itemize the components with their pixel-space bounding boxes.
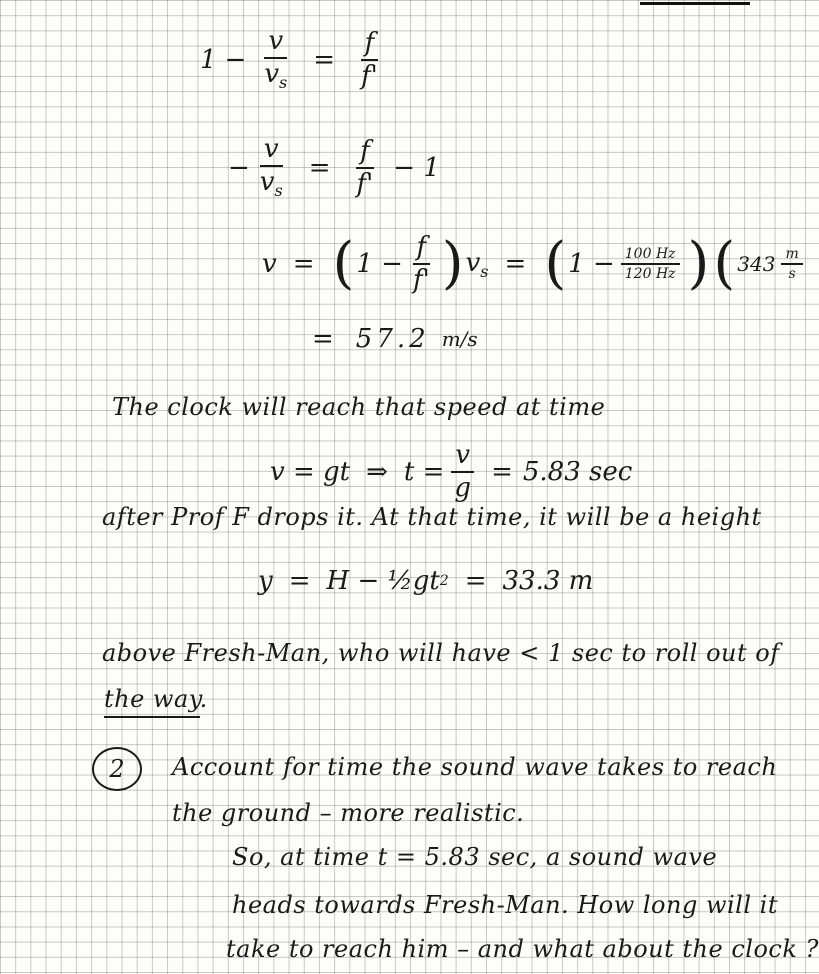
text-line-5: Account for time the sound wave takes to reach <box>172 753 778 781</box>
eq3-one-minus-2: 1 − <box>568 249 615 280</box>
eq2-lhs-fraction <box>256 136 287 200</box>
equation-2 <box>228 136 440 200</box>
eq3-hz-fraction <box>621 247 680 282</box>
eq3-open-paren: ( <box>332 231 355 297</box>
eq6-value: 33.3 m <box>502 566 594 596</box>
eq5-numerator: v <box>451 442 474 473</box>
equation-6 <box>258 566 593 596</box>
eq1-minus: − <box>224 45 247 76</box>
eq1-lhs-fraction <box>260 28 291 92</box>
eq1-lhs-denominator <box>260 59 291 92</box>
text-line-7: So, at time t = 5.83 sec, a sound wave <box>232 843 718 871</box>
eq1-den-sub: s <box>279 73 288 93</box>
equation-1 <box>200 28 388 92</box>
text-line-2: after Prof F drops it. At that time, it will be a height <box>102 503 762 531</box>
eq3-unit-denominator: s <box>788 266 796 283</box>
eq3-one-minus: 1 − <box>356 249 403 280</box>
eq3-v: v <box>262 249 277 280</box>
eq1-rhs-numerator: f <box>361 30 379 61</box>
eq3-speed-value: 343 <box>737 252 776 277</box>
eq6-equals-2: = <box>464 566 487 596</box>
eq4-equals: = <box>312 324 334 354</box>
eq3-equals-1: = <box>292 249 315 280</box>
text-line-8: heads towards Fresh-Man. How long will it <box>232 891 778 919</box>
eq3-vs-sub: s <box>480 261 489 281</box>
eq2-rhs-numerator: f <box>356 138 374 169</box>
eq2-rhs-denominator: f' <box>356 169 374 200</box>
eq3-hz-denominator: 120 Hz <box>624 266 676 283</box>
eq6-y: y <box>258 566 273 596</box>
eq5-value: 5.83 sec <box>522 457 633 488</box>
eq3-equals-2: = <box>504 249 527 280</box>
eq6-exponent: 2 <box>439 573 449 589</box>
eq6-expression: H − ½gt <box>326 566 440 596</box>
eq3-unit-numerator: m <box>781 247 802 266</box>
eq5-equals: = <box>491 457 513 488</box>
eq5-t-equals: t = <box>403 457 445 488</box>
eq1-den-v: v <box>264 59 280 90</box>
top-edge-mark <box>640 2 750 5</box>
eq4-unit: m/s <box>441 327 478 351</box>
eq2-equals: = <box>308 153 331 184</box>
eq1-lhs-numerator: v <box>264 28 287 59</box>
eq3-close-paren-2: ) <box>687 231 710 297</box>
eq2-rhs-fraction <box>353 135 378 200</box>
equation-4 <box>312 324 478 354</box>
eq5-denominator: g <box>454 473 472 504</box>
eq4-value: 57.2 <box>355 324 430 354</box>
eq1-rhs-fraction <box>357 27 382 92</box>
eq2-lhs-numerator: v <box>260 136 283 167</box>
eq3-open-paren-2: ( <box>544 231 567 297</box>
eq3-vs <box>466 248 489 281</box>
eq2-den-sub: s <box>274 181 283 201</box>
equation-5 <box>270 442 632 503</box>
eq3-open-paren-3: ( <box>713 231 736 297</box>
eq3-f-denominator: f' <box>412 265 430 296</box>
eq1-equals: = <box>313 45 336 76</box>
eq3-f-fraction <box>409 234 434 295</box>
item-number-circle <box>92 747 142 791</box>
equation-3 <box>262 231 809 297</box>
eq2-minus-one: − 1 <box>393 153 440 184</box>
eq2-den-v: v <box>259 167 275 198</box>
eq5-implies: ⇒ <box>366 457 388 488</box>
eq5-fraction <box>450 442 475 503</box>
item-number: 2 <box>109 755 125 783</box>
eq5-v-gt: v = gt <box>270 457 351 488</box>
eq2-minus: − <box>228 153 250 184</box>
eq6-equals: = <box>288 566 311 596</box>
text-line-9: take to reach him – and what about the clock ? <box>226 935 819 963</box>
text-line-3: above Fresh-Man, who will have < 1 sec to roll out of <box>102 639 780 667</box>
eq1-one: 1 <box>200 45 217 76</box>
eq2-lhs-denominator <box>256 167 287 200</box>
eq3-vs-v: v <box>465 247 481 278</box>
eq3-f-numerator: f <box>413 234 431 265</box>
eq1-rhs-denominator: f' <box>361 61 378 92</box>
text-line-4: the way. <box>104 685 208 713</box>
eq3-hz-numerator: 100 Hz <box>621 247 680 266</box>
text-line-6: the ground – more realistic. <box>172 799 525 827</box>
eq3-close-paren: ) <box>441 231 464 297</box>
the-way-underline <box>104 716 200 718</box>
text-line-1: The clock will reach that speed at time <box>112 393 606 421</box>
eq3-unit-fraction <box>781 247 802 282</box>
